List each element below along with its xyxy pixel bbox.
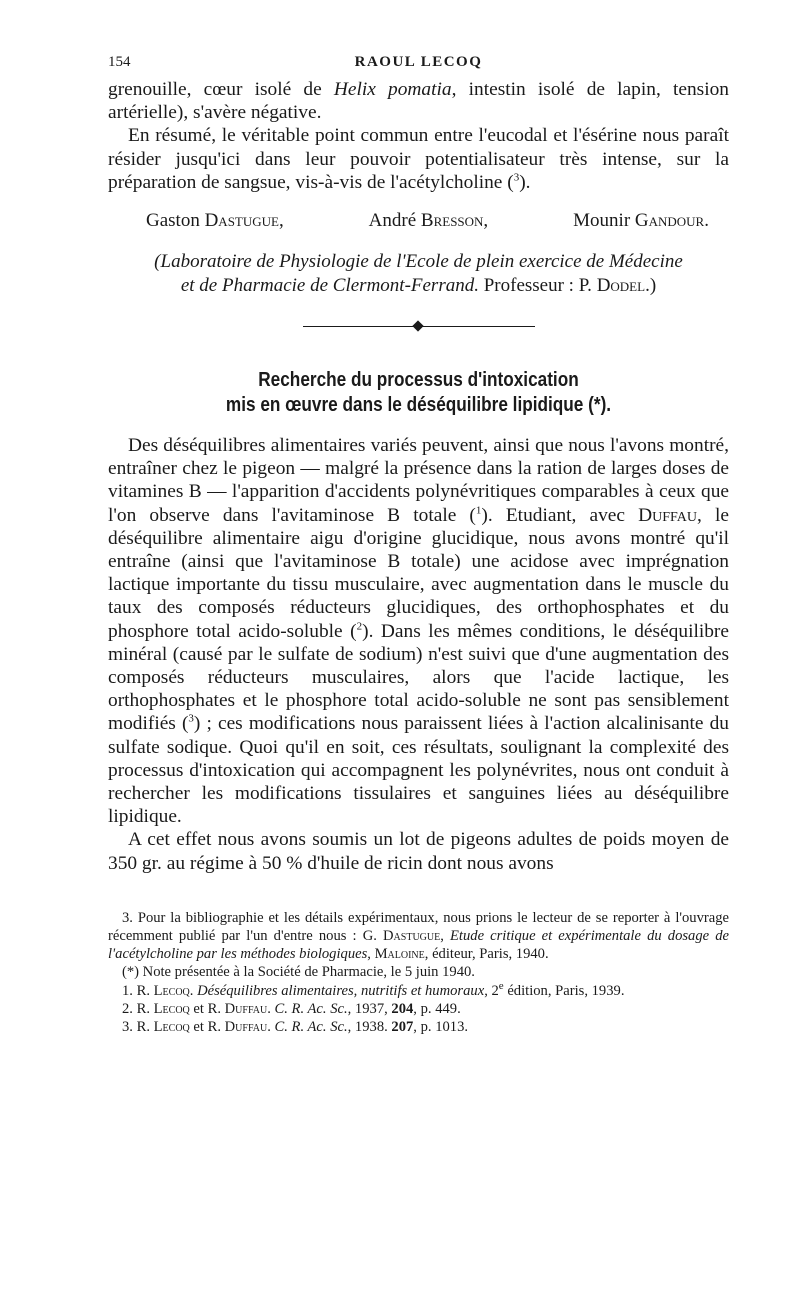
author: Mounir Gandour. (573, 210, 709, 232)
previous-article-end (108, 78, 729, 194)
text-run: grenouille, cœur isolé de (108, 79, 334, 100)
species-name: Helix pomatia (333, 79, 452, 100)
footnote-ref: 2 (356, 620, 363, 633)
running-title: RAOUL LECOQ (354, 54, 483, 70)
page (108, 54, 729, 1036)
text-run: ). (519, 171, 531, 193)
running-header (108, 54, 729, 78)
section-separator (303, 320, 535, 334)
author: André Bresson, (368, 210, 489, 232)
footnote: 3. R. Lecoq et R. Duffau. C. R. Ac. Sc., 1938. 207, p. 1013. (122, 1019, 469, 1036)
footnote-ref: 3 (513, 171, 520, 184)
paragraph: Des déséquilibres alimentaires variés peuvent, ainsi que nous l'avons montré, entraîner chez le pigeon — malgré la présence dans la ration de larges doses de vitamines B — l'apparition d'accidents polynévritiques comparables à ceux que l'on observe dans l'avitaminose B totale ($^1$). Etudiant, avec Duffau, le déséquilibre alimentaire aigu d'origine glucidique, nous avons montré qu'il entraîne (ainsi que l'avitaminose B totale) une acidose avec imprégnation lactique importante du tissu musculaire, avec augmentation dans le muscle du taux des composés réducteurs glucidiques, des orthophosphates et du phosphore total acido-soluble ($^2$). Dans les mêmes conditions, le déséquilibre minéral (causé par le sulfate de sodium) n'est suivi que d'une augmentation des composés réducteurs musculaires, alors que l'acide lactique, les orthophosphates et le phosphore total acido-soluble ne sont pas sensiblement modifiés ($^3$) ; ces modifications nous paraissent liées à l'action alcalinisante du sulfate sodique. Quoi qu'il en soit, ces résultats, soulignant la complexité des processus d'intoxication qui accompagnent les polynévrites, nous ont conduit à rechercher les modifications tissulaires et sanguines liées au déséquilibre lipidique. (108, 435, 729, 828)
article-body (108, 434, 729, 875)
footnote: 3. Pour la bibliographie et les détails expérimentaux, nous prions le lecteur de se reporter à l'ouvrage récemment publié par l'un d'entre nous : G. Dastugue, Etude critique et expérimentale du dosage de l'acétylcholine par les méthodes biologiques, Maloine, éditeur, Paris, 1940. (108, 909, 730, 963)
affiliation-line: (Laboratoire de Physiologie de l'Ecole de plein exercice de Médecine (154, 251, 683, 273)
footnote: 2. R. Lecoq et R. Duffau. C. R. Ac. Sc., 1937, 204, p. 449. (122, 1000, 461, 1017)
paragraph (108, 124, 729, 194)
footnote: (*) Note présentée à la Société de Pharmacie, le 5 juin 1940. (122, 964, 475, 981)
author: Gaston Dastugue, (146, 210, 284, 232)
text-run: En résumé, le véritable point commun entre l'eucodal et l'ésérine nous paraît résider jusqu'ici dans leur pouvoir potentialisateur très intense, sur la préparation de sangsue, vis-à-vis de l'acétylcholine ( (108, 125, 729, 193)
article-title: Recherche du processus d'intoxication mis en œuvre dans le déséquilibre lipidique (*). (225, 369, 612, 417)
diamond-ornament-icon (412, 320, 423, 331)
paragraph: A cet effet nous avons soumis un lot de pigeons adultes de poids moyen de 350 gr. au régime à 50 % d'huile de ricin dont nous avons (108, 829, 729, 874)
author-list (108, 210, 729, 232)
laboratory-affiliation (108, 250, 729, 298)
page-number: 154 (108, 54, 131, 70)
footnote: 1. R. Lecoq. Déséquilibres alimentaires, nutritifs et humoraux, 2e édition, Paris, 1939. (122, 979, 625, 999)
text-run: , intestin isolé de lapin, tension artérielle), s'avère négative. (108, 79, 729, 124)
affiliation-line: et de Pharmacie de Clermont-Ferrand. Professeur : P. Dodel.) (180, 275, 657, 297)
footnote-ref: 3 (188, 712, 194, 725)
footnotes (108, 909, 729, 1036)
paragraph (108, 78, 729, 124)
footnote-ref: 1 (475, 504, 482, 517)
